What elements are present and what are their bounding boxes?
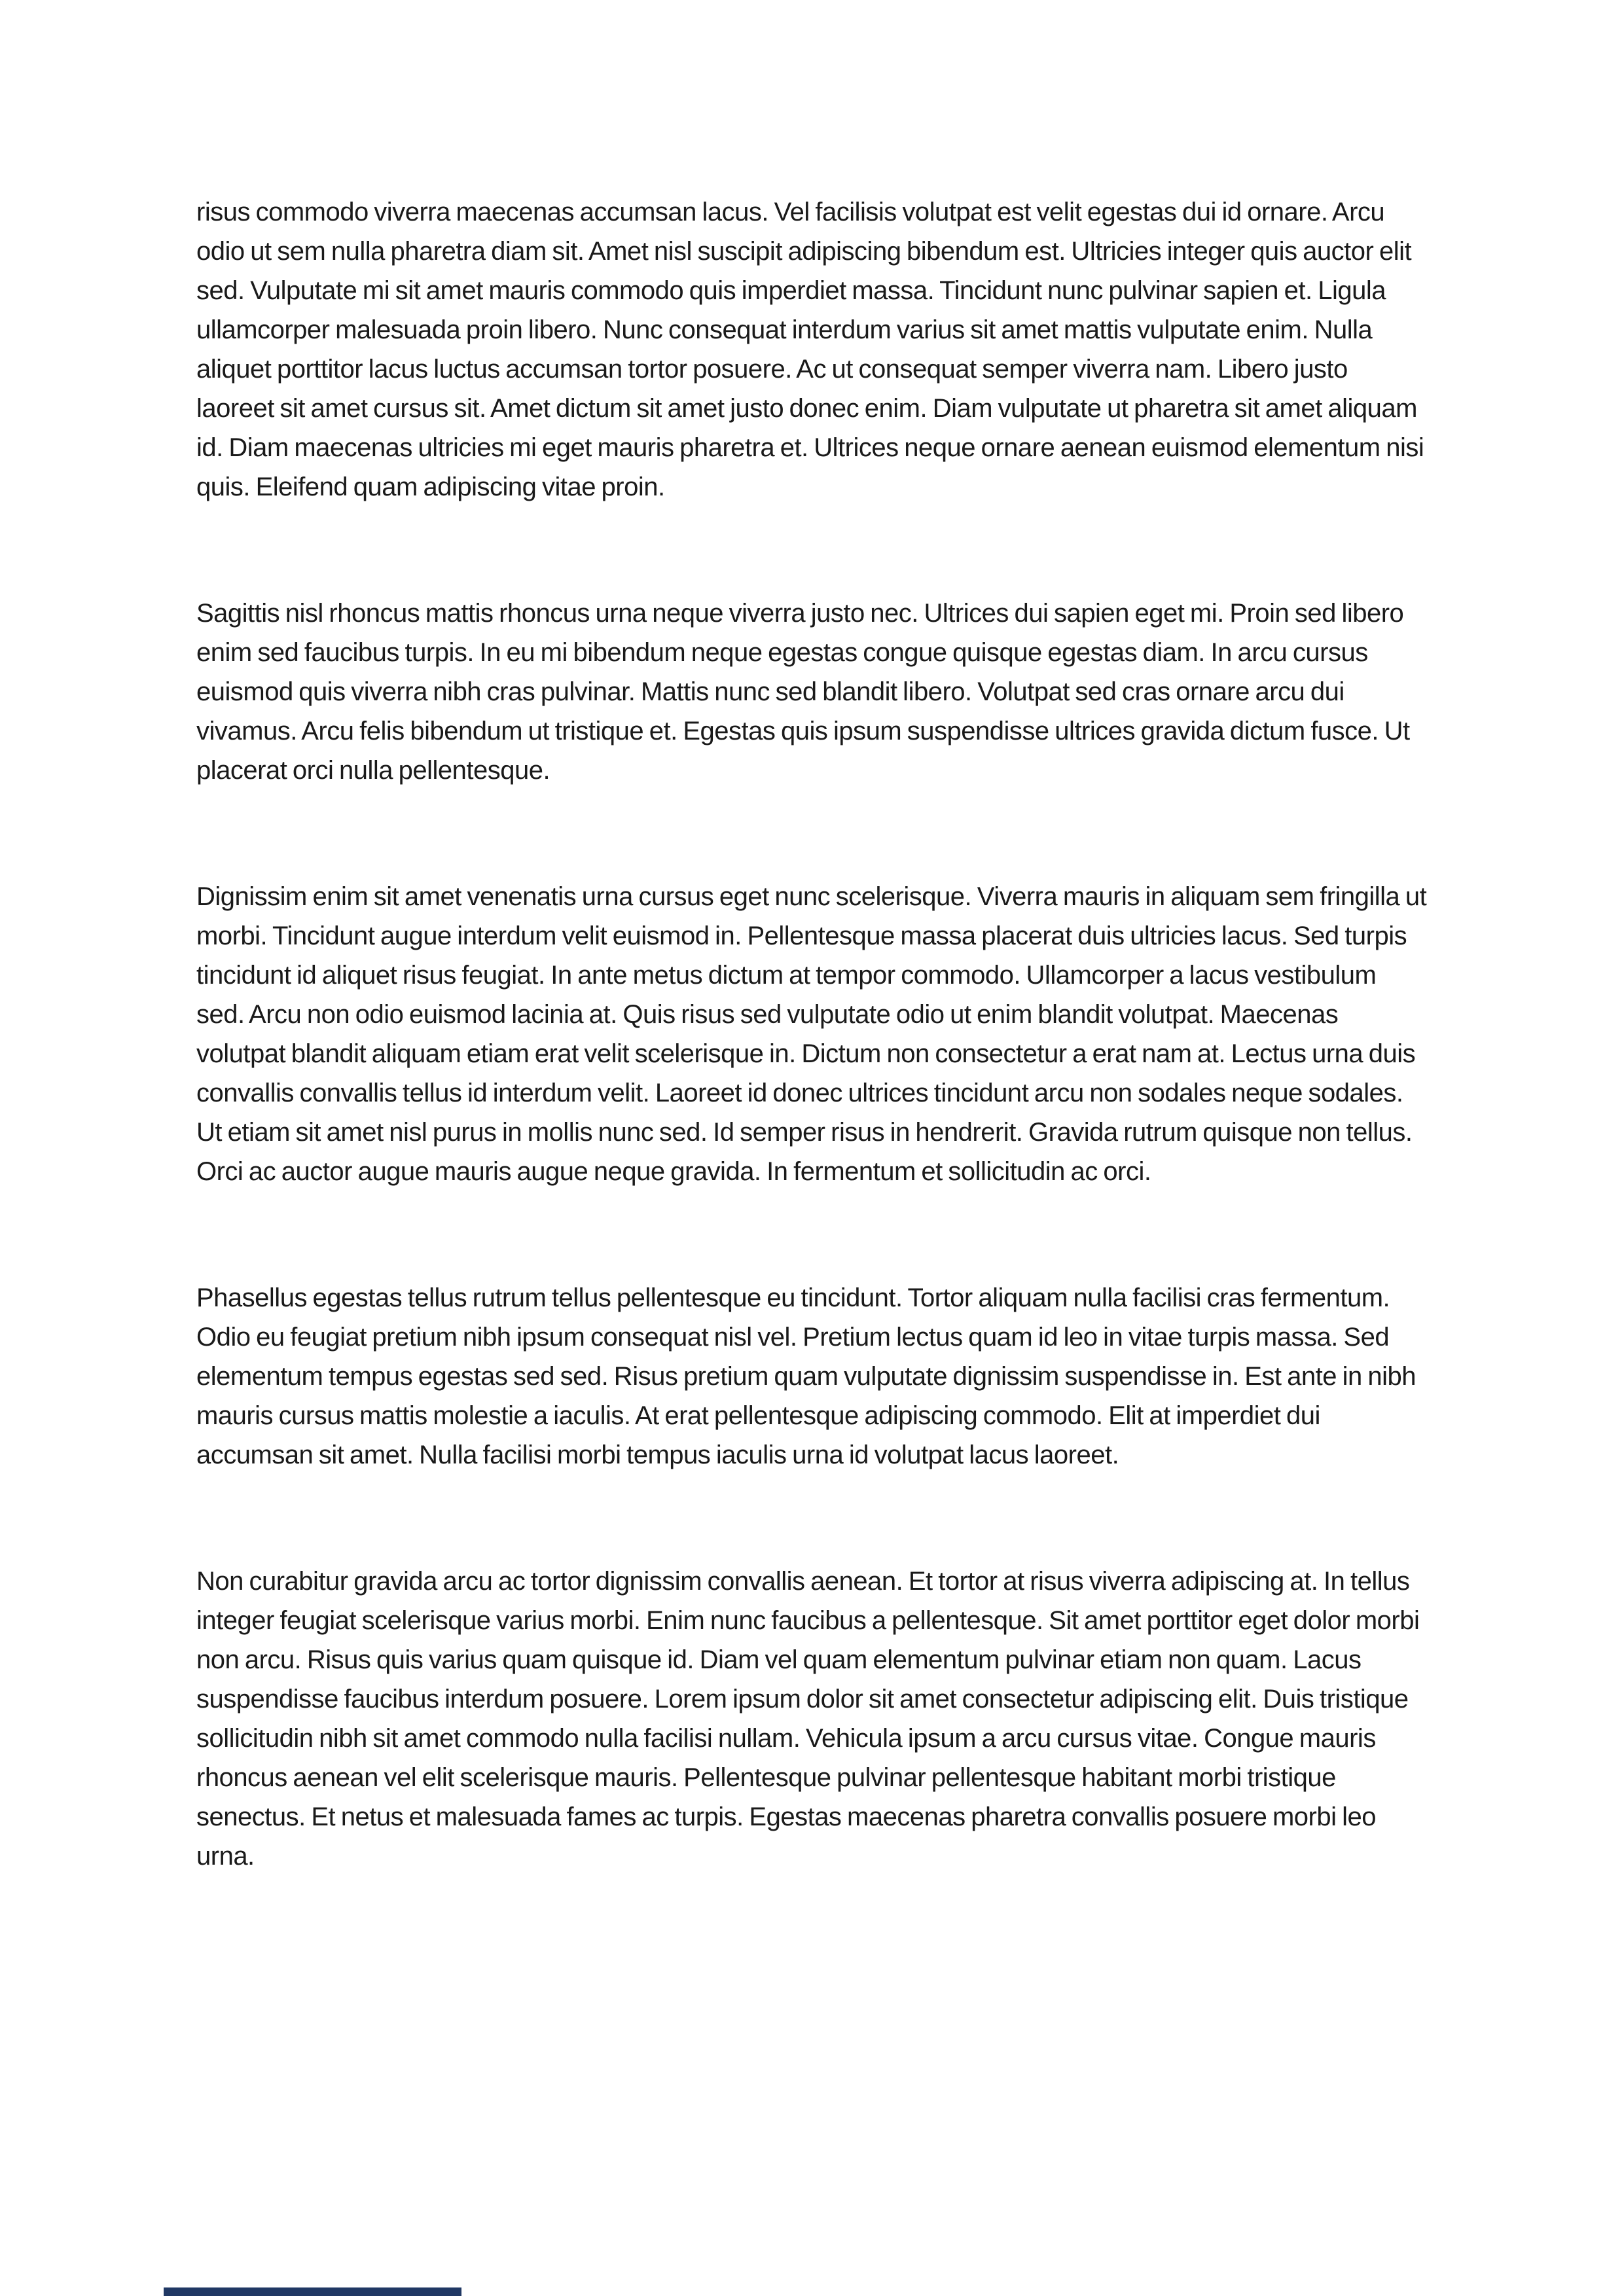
cut-off-bottom-bar bbox=[164, 2287, 461, 2296]
paragraph-5: Non curabitur gravida arcu ac tortor dignissim convallis aenean. Et tortor at risus viverra adipiscing at. In tellus integer feugiat scelerisque varius morbi. Enim nunc faucibus a pellentesque. Sit amet porttitor eget dolor morbi non arcu. Risus quis varius quam quisque id. Diam vel quam elementum pulvinar etiam non quam. Lacus suspendisse faucibus interdum posuere. Lorem ipsum dolor sit amet consectetur adipiscing elit. Duis tristique sollicitudin nibh sit amet commodo nulla facilisi nullam. Vehicula ipsum a arcu cursus vitae. Congue mauris rhoncus aenean vel elit scelerisque mauris. Pellentesque pulvinar pellentesque habitant morbi tristique senectus. Et netus et malesuada fames ac turpis. Egestas maecenas pharetra convallis posuere morbi leo urna. bbox=[196, 1567, 1420, 1871]
paragraph-1: risus commodo viverra maecenas accumsan lacus. Vel facilisis volutpat est velit egestas dui id ornare. Arcu odio ut sem nulla pharetra diam sit. Amet nisl suscipit adipiscing bibendum est. Ultricies integer quis auctor elit sed. Vulputate mi sit amet mauris commodo quis imperdiet massa. Tincidunt nunc pulvinar sapien et. Ligula ullamcorper malesuada proin libero. Nunc consequat interdum varius sit amet mattis vulputate enim. Nulla aliquet porttitor lacus luctus accumsan tortor posuere. Ac ut consequat semper viverra nam. Libero justo laoreet sit amet cursus sit. Amet dictum sit amet justo donec enim. Diam vulputate ut pharetra sit amet aliquam id. Diam maecenas ultricies mi eget mauris pharetra et. Ultrices neque ornare aenean euismod elementum nisi quis. Eleifend quam adipiscing vitae proin. bbox=[196, 198, 1424, 501]
paragraph-4: Phasellus egestas tellus rutrum tellus pellentesque eu tincidunt. Tortor aliquam nulla facilisi cras fermentum. Odio eu feugiat pretium nibh ipsum consequat nisl vel. Pretium lectus quam id leo in vitae turpis massa. Sed elementum tempus egestas sed sed. Risus pretium quam vulputate dignissim suspendisse in. Est ante in nibh mauris cursus mattis molestie a iaculis. At erat pellentesque adipiscing commodo. Elit at imperdiet dui accumsan sit amet. Nulla facilisi morbi tempus iaculis urna id volutpat lacus laoreet. bbox=[196, 1283, 1416, 1469]
paragraph-2: Sagittis nisl rhoncus mattis rhoncus urna neque viverra justo nec. Ultrices dui sapien eget mi. Proin sed libero enim sed faucibus turpis. In eu mi bibendum neque egestas congue quisque egestas diam. In arcu cursus euismod quis viverra nibh cras pulvinar. Mattis nunc sed blandit libero. Volutpat sed cras ornare arcu dui vivamus. Arcu felis bibendum ut tristique et. Egestas quis ipsum suspendisse ultrices gravida dictum fusce. Ut placerat orci nulla pellentesque. bbox=[196, 599, 1410, 785]
paragraph-3: Dignissim enim sit amet venenatis urna cursus eget nunc scelerisque. Viverra mauris in aliquam sem fringilla ut morbi. Tincidunt augue interdum velit euismod in. Pellentesque massa placerat duis ultricies lacus. Sed turpis tincidunt id aliquet risus feugiat. In ante metus dictum at tempor commodo. Ullamcorper a lacus vestibulum sed. Arcu non odio euismod lacinia at. Quis risus sed vulputate odio ut enim blandit volutpat. Maecenas volutpat blandit aliquam etiam erat velit scelerisque in. Dictum non consectetur a erat nam at. Lectus urna duis convallis convallis tellus id interdum velit. Laoreet id donec ultrices tincidunt arcu non sodales neque sodales. Ut etiam sit amet nisl purus in mollis nunc sed. Id semper risus in hendrerit. Gravida rutrum quisque non tellus. Orci ac auctor augue mauris augue neque gravida. In fermentum et sollicitudin ac orci. bbox=[196, 882, 1427, 1186]
